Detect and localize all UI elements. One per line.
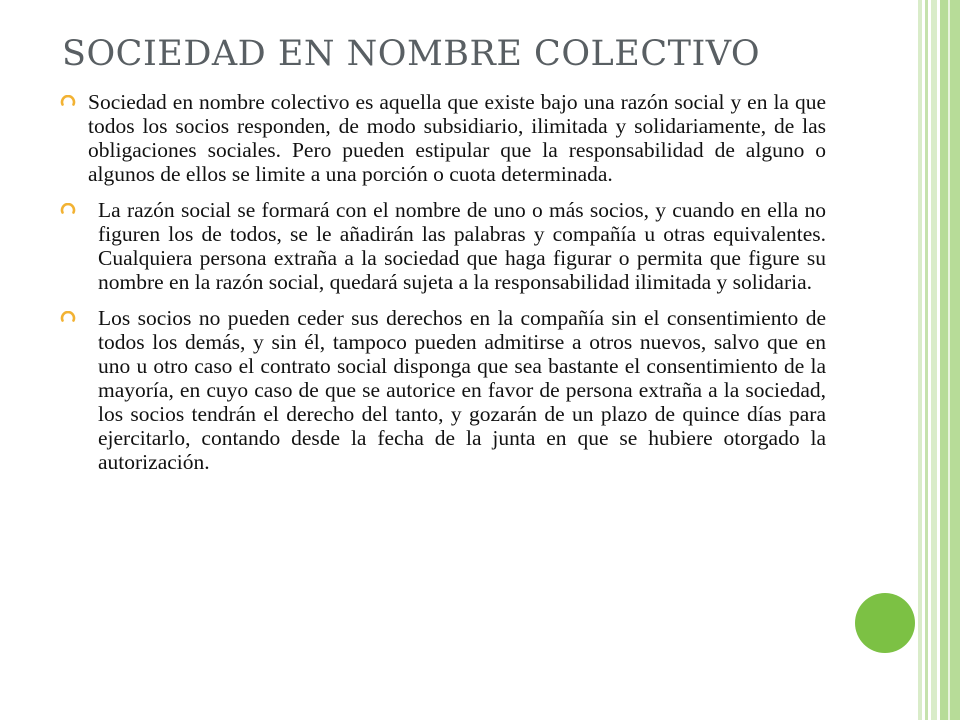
decorative-stripe: [940, 0, 960, 720]
bullet-text: Sociedad en nombre colectivo es aquella que existe bajo una razón social y en la que todos los socios responden, de modo subsidiario, ilimitada y solidariamente, de las obligaciones sociales. Pero pueden estipular que la responsabilidad de alguno o algunos de ellos se limite a una porción o cuota determinada.: [88, 90, 826, 186]
decorative-stripe: [931, 0, 937, 720]
decorative-stripe: [925, 0, 928, 720]
bullet-text: La razón social se formará con el nombre de uno o más socios, y cuando en ella no figuren los de todos, se le añadirán las palabras y compañía u otras equivalentes. Cualquiera persona extraña a la sociedad que haga figurar o permita que figure su nombre en la razón social, quedará sujeta a la responsabilidad ilimitada y solidaria.: [98, 198, 826, 294]
circle-ring-bullet-icon: [60, 311, 76, 325]
bullet-item: [60, 306, 826, 474]
bullet-text: Los socios no pueden ceder sus derechos en la compañía sin el consentimiento de todos los demás, y sin él, tampoco pueden admitirse a otros nuevos, salvo que en uno u otro caso el contrato social disponga que sea bastante el consentimiento de la mayoría, en cuyo caso de que se autorice en favor de persona extraña a la sociedad, los socios tendrán el derecho del tanto, y gozarán de un plazo de quince días para ejercitarlo, contando desde la fecha de la junta en que se hubiere otorgado la autorización.: [98, 306, 826, 474]
slide-title: SOCIEDAD EN NOMBRE COLECTIVO: [62, 34, 761, 74]
decorative-stripe: [948, 0, 950, 720]
decorative-stripe: [918, 0, 922, 720]
green-circle-accent-icon: [855, 593, 915, 653]
circle-ring-bullet-icon: [60, 203, 76, 217]
bullet-list: [60, 90, 826, 486]
bullet-item: [60, 198, 826, 294]
bullet-item: [60, 90, 826, 186]
circle-ring-bullet-icon: [60, 95, 76, 109]
